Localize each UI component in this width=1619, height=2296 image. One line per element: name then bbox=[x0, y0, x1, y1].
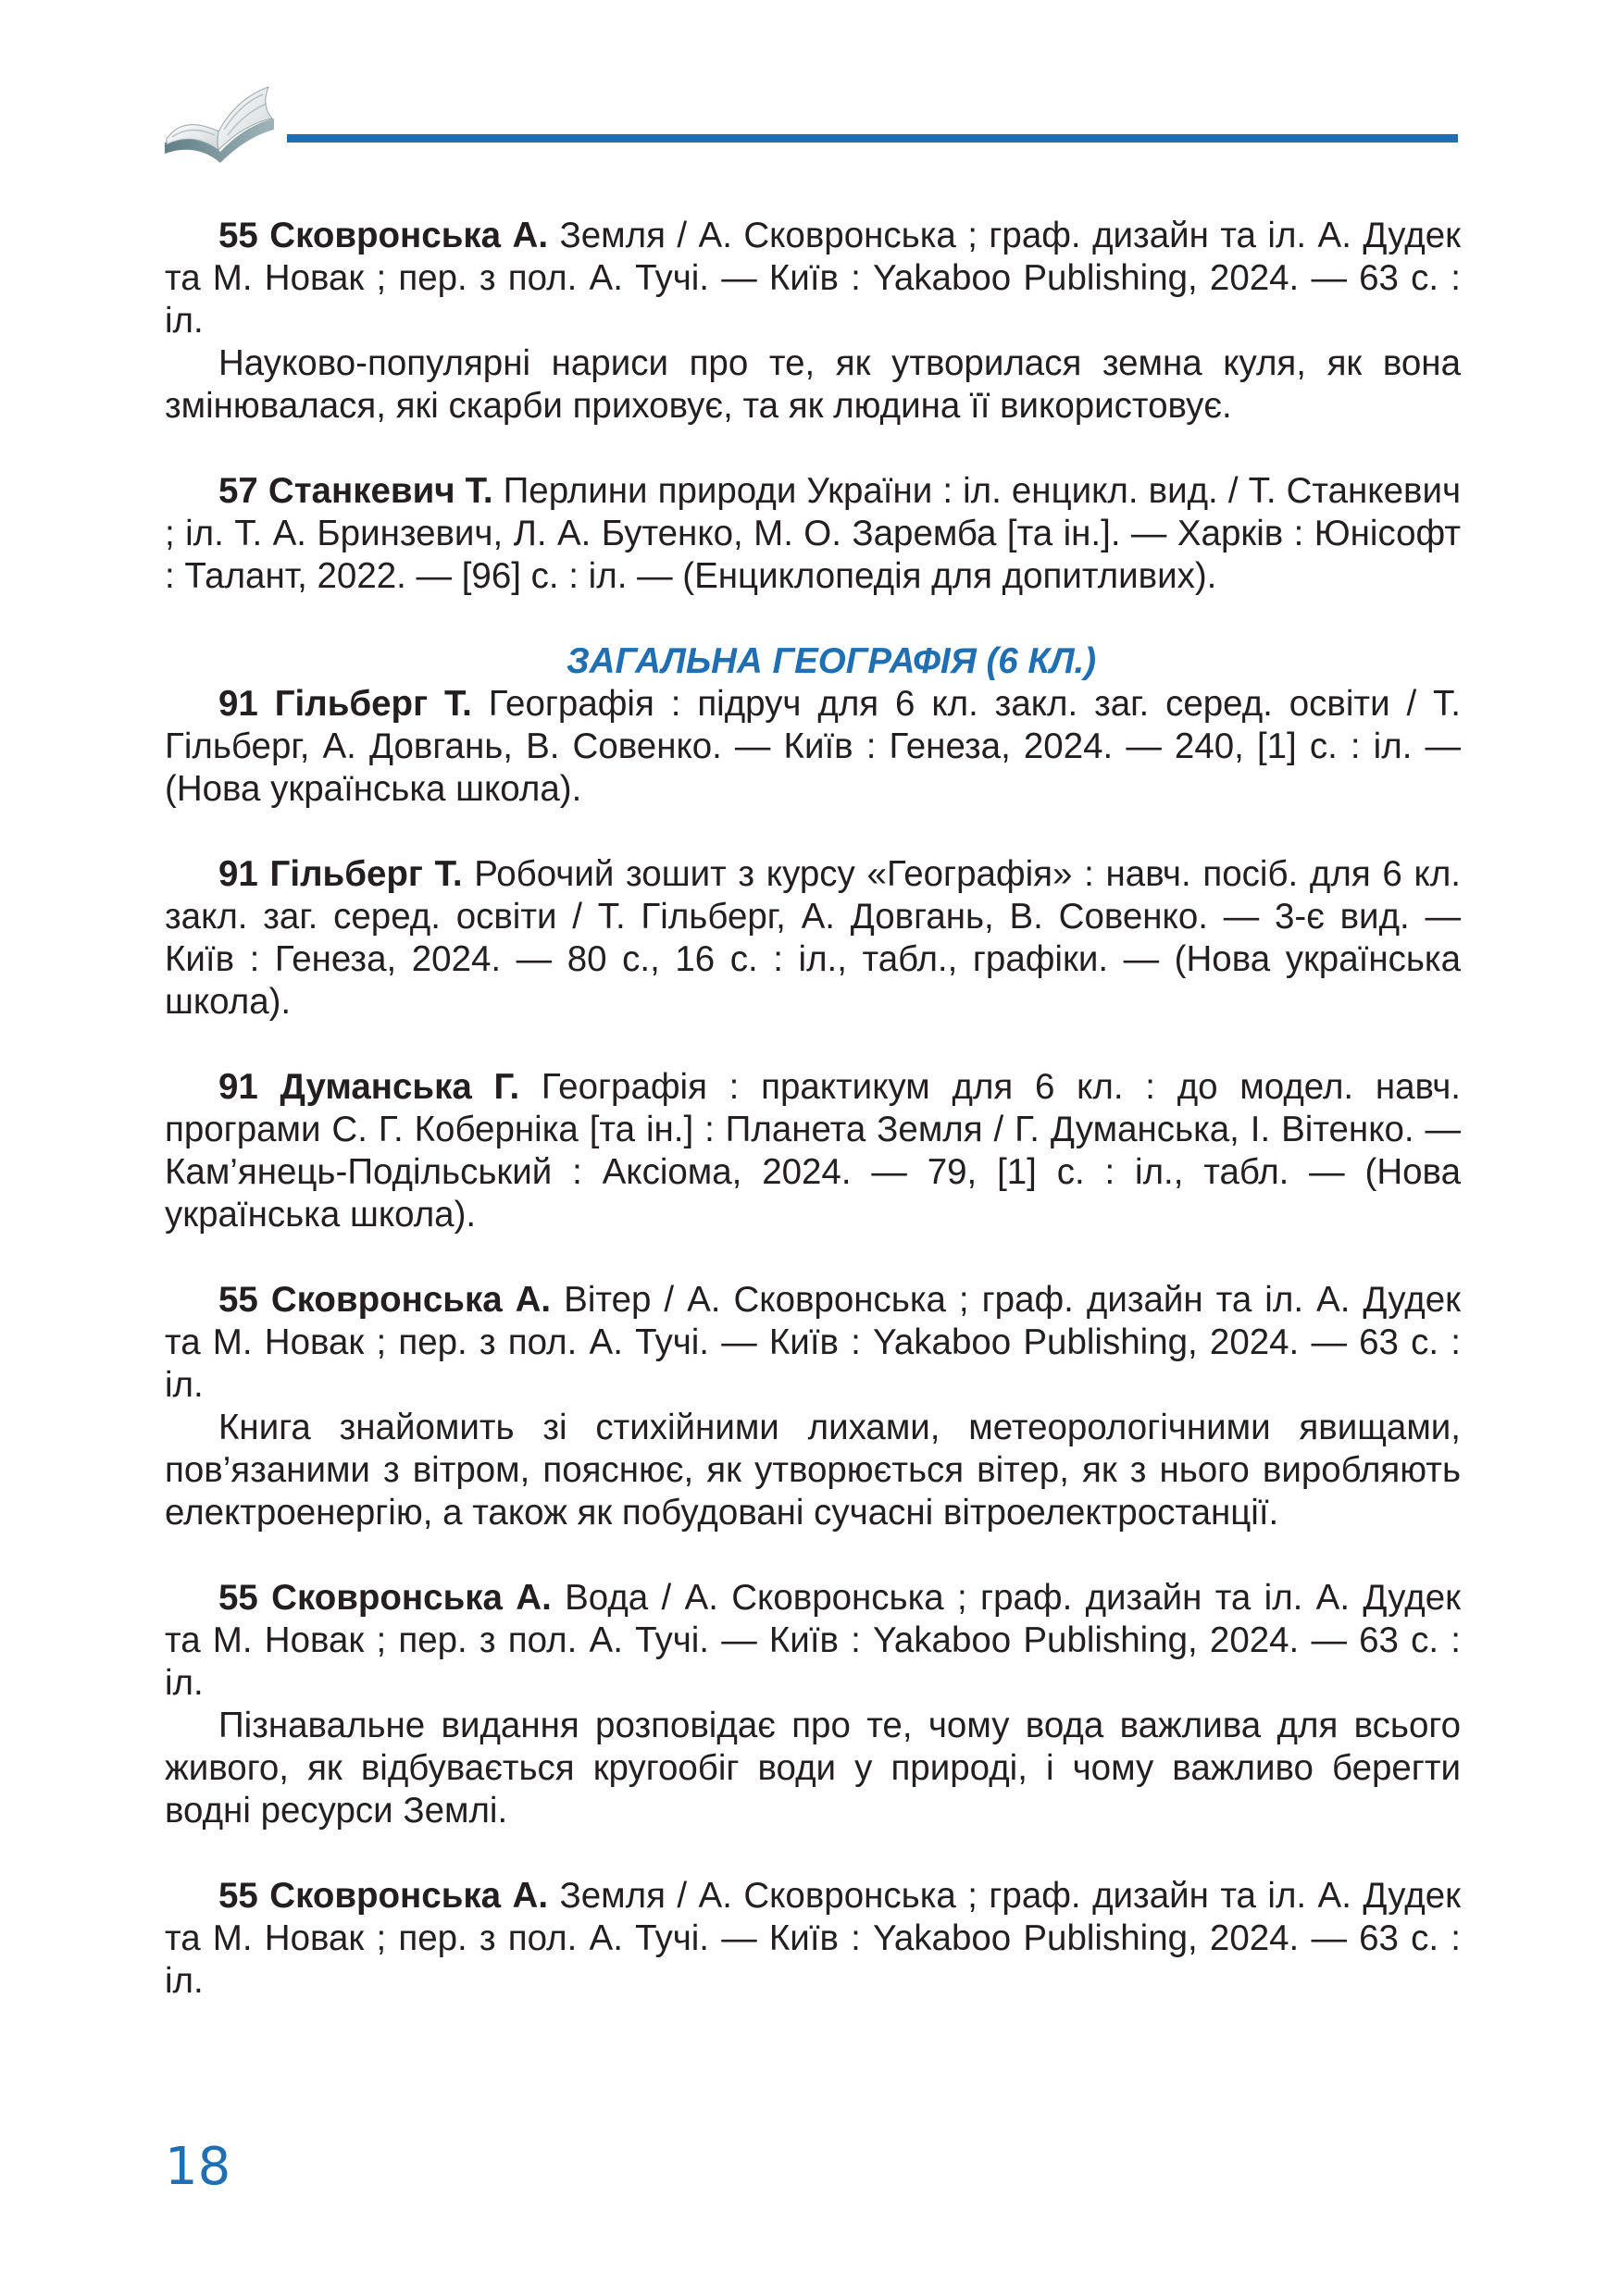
entry-annotation: Книга знайомить зі стихійними лихами, метеорологічними явищами, пов’язаними з вітром, пояснює, як утворюється вітер, як з нього виробляють електроенергію, а також як побудовані сучасні вітроелектростанції. bbox=[165, 1408, 1461, 1533]
entry-code-author: 91 Думанська Г. bbox=[218, 1067, 520, 1107]
list-item bbox=[165, 1875, 1461, 2003]
entry-description: Вода / А. Сковронська ; граф. дизайн та іл. А. Дудек та М. Новак ; пер. з пол. А. Тучі. — Київ : Yakaboo Publishing, 2024. — 63 с. : іл. bbox=[165, 1578, 1461, 1703]
list-item bbox=[165, 215, 1461, 428]
page-number: 18 bbox=[165, 2137, 231, 2197]
list-item bbox=[165, 1577, 1461, 1832]
entry-code-author: 55 Сковронська А. bbox=[218, 1280, 552, 1320]
entry-description: Вітер / А. Сковронська ; граф. дизайн та іл. А. Дудек та М. Новак ; пер. з пол. А. Тучі. — Київ : Yakaboo Publishing, 2024. — 63 с. : іл. bbox=[165, 1280, 1462, 1405]
entry-description: Географія : підруч для 6 кл. закл. заг. серед. освіти / Т. Гільберг, А. Довгань, В. Совенко. — Київ : Генеза, 2024. — 240, [1] с. : іл. — (Нова українська школа). bbox=[165, 684, 1462, 809]
entry-code-author: 55 Сковронська А. bbox=[218, 1578, 552, 1618]
list-item bbox=[165, 683, 1461, 811]
entry-code-author: 55 Сковронська А. bbox=[218, 216, 549, 255]
page-header bbox=[0, 0, 1619, 176]
list-item bbox=[165, 1066, 1461, 1236]
entry-description: Робочий зошит з курсу «Географія» : навч. посіб. для 6 кл. закл. заг. серед. освіти / Т. Гільберг, А. Довгань, В. Совенко. — 3-є вид. — Київ : Генеза, 2024. — 80 с., 16 с. : іл., табл., графіки. — (Нова українська школа). bbox=[165, 854, 1461, 1022]
header-rule bbox=[287, 134, 1458, 143]
entry-annotation: Науково-популярні нариси про те, як утворилася земна куля, як вона змінювалася, які скарби приховує, та як людина її використовує. bbox=[165, 343, 1461, 426]
entry-code-author: 55 Сковронська А. bbox=[218, 1876, 549, 1916]
list-item bbox=[165, 1279, 1461, 1534]
entry-annotation: Пізнавальне видання розповідає про те, чому вода важлива для всього живого, як відбувається кругообіг води у природі, і чому важливо берегти водні ресурси Землі. bbox=[165, 1706, 1461, 1831]
open-book-icon bbox=[159, 78, 280, 168]
entry-description: Географія : практикум для 6 кл. : до модел. навч. програми С. Г. Коберніка [та ін.] : Планета Земля / Г. Думанська, І. Вітенко. — Кам’янець-Подільський : Аксіома, 2024. — 79, [1] с. : іл., табл. — (Нова українська школа). bbox=[165, 1067, 1461, 1235]
entry-description: Земля / А. Сковронська ; граф. дизайн та іл. А. Дудек та М. Новак ; пер. з пол. А. Тучі. — Київ : Yakaboo Publishing, 2024. — 63 с. : іл. bbox=[165, 216, 1461, 341]
list-item bbox=[165, 470, 1461, 598]
entry-code-author: 91 Гільберг Т. bbox=[218, 684, 472, 724]
entry-code-author: 91 Гільберг Т. bbox=[218, 854, 463, 894]
list-item bbox=[165, 853, 1461, 1024]
section-heading: ЗАГАЛЬНА ГЕОГРАФІЯ (6 КЛ.) bbox=[566, 641, 1097, 681]
entry-code-author: 57 Станкевич Т. bbox=[218, 471, 493, 511]
entry-description: Перлини природи України : іл. енцикл. вид. / Т. Станкевич ; іл. Т. А. Бринзевич, Л. А. Бутенко, М. О. Заремба [та ін.]. — Харків : Юнісофт : Талант, 2022. — [96] с. : іл. — (Енциклопедія для допитливих). bbox=[165, 471, 1462, 596]
entry-description: Земля / А. Сковронська ; граф. дизайн та іл. А. Дудек та М. Новак ; пер. з пол. А. Тучі. — Київ : Yakaboo Publishing, 2024. — 63 с. : іл. bbox=[165, 1876, 1461, 2001]
bibliography-list bbox=[165, 215, 1461, 2045]
